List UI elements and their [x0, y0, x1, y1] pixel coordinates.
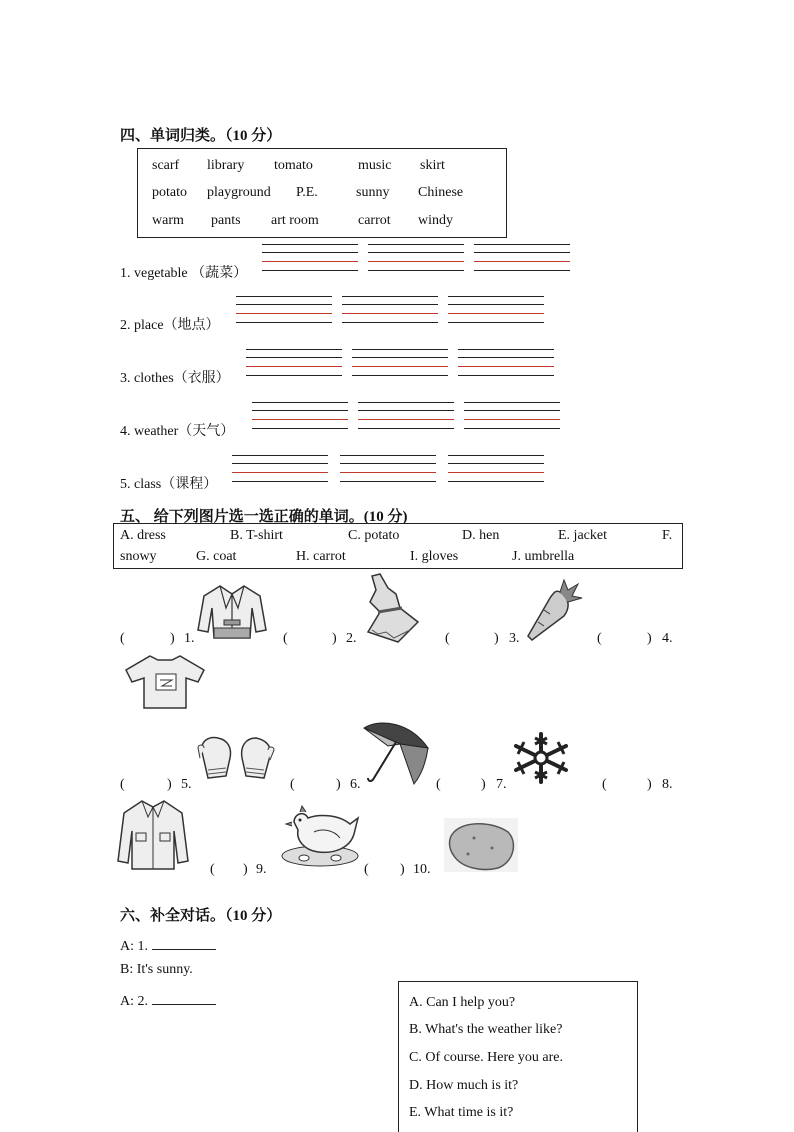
paren-close: ) — [167, 777, 172, 792]
paren-close: ) — [332, 631, 337, 646]
word: P.E. — [296, 185, 318, 200]
item-number: 1. — [184, 631, 195, 646]
section6-title: 六、补全对话。（10 分） — [120, 908, 282, 924]
dialog-line-3: A: 2. — [120, 990, 216, 1010]
dialog-line-1: A: 1. — [120, 935, 216, 955]
item-number: 6. — [350, 777, 361, 792]
paren-open: ( — [436, 777, 441, 792]
category-weather: 4. weather（天气） — [120, 424, 235, 439]
word: library — [207, 158, 245, 173]
option: F. — [662, 528, 673, 543]
category-vegetable: 1. vegetable （蔬菜） — [120, 266, 248, 281]
section4-title: 四、单词归类。（10 分） — [120, 128, 282, 144]
category-place: 2. place（地点） — [120, 318, 220, 333]
coat-icon — [196, 582, 268, 640]
paren-close: ) — [243, 862, 248, 877]
writing-lines[interactable] — [464, 402, 560, 428]
writing-lines[interactable] — [342, 296, 438, 322]
writing-lines[interactable] — [448, 455, 544, 481]
writing-lines[interactable] — [262, 244, 358, 270]
writing-lines[interactable] — [252, 402, 348, 428]
potato-icon — [444, 818, 518, 872]
item-number: 5. — [181, 777, 192, 792]
t-shirt-icon — [122, 652, 208, 710]
option: J. umbrella — [512, 549, 575, 564]
word: windy — [418, 213, 453, 228]
item-number: 3. — [509, 631, 520, 646]
word: carrot — [358, 213, 391, 228]
snowflake-icon — [510, 730, 572, 786]
option: D. hen — [462, 528, 500, 543]
word: music — [358, 158, 392, 173]
option: A. dress — [120, 528, 166, 543]
word: potato — [152, 185, 187, 200]
choice: E. What time is it? — [409, 1105, 514, 1120]
paren-close: ) — [336, 777, 341, 792]
choice: C. Of course. Here you are. — [409, 1050, 563, 1065]
word: tomato — [274, 158, 313, 173]
answer-blank[interactable] — [152, 990, 216, 1005]
dialog-line-2: B: It's sunny. — [120, 962, 193, 977]
category-class: 5. class（课程） — [120, 477, 218, 492]
writing-lines[interactable] — [358, 402, 454, 428]
writing-lines[interactable] — [352, 349, 448, 375]
options-box — [113, 523, 683, 569]
paren-close: ) — [647, 777, 652, 792]
word: Chinese — [418, 185, 464, 200]
item-number: 2. — [346, 631, 357, 646]
paren-close: ) — [494, 631, 499, 646]
hen-icon — [278, 800, 364, 868]
paren-open: ( — [283, 631, 288, 646]
option: B. T-shirt — [230, 528, 283, 543]
paren-close: ) — [400, 862, 405, 877]
item-number: 4. — [662, 631, 673, 646]
writing-lines[interactable] — [368, 244, 464, 270]
carrot-icon — [524, 576, 584, 642]
gloves-icon — [196, 734, 276, 782]
answer-blank[interactable] — [152, 935, 216, 950]
writing-lines[interactable] — [232, 455, 328, 481]
paren-close: ) — [481, 777, 486, 792]
item-number: 8. — [662, 777, 673, 792]
choice: B. What's the weather like? — [409, 1022, 563, 1037]
paren-open: ( — [445, 631, 450, 646]
paren-open: ( — [210, 862, 215, 877]
paren-open: ( — [602, 777, 607, 792]
jacket-icon — [116, 797, 190, 873]
paren-open: ( — [364, 862, 369, 877]
choices-box — [398, 981, 638, 1132]
writing-lines[interactable] — [448, 296, 544, 322]
word: playground — [207, 185, 271, 200]
word: art room — [271, 213, 319, 228]
choice: A. Can I help you? — [409, 995, 516, 1010]
umbrella-icon — [360, 718, 432, 788]
option: G. coat — [196, 549, 237, 564]
option: C. potato — [348, 528, 400, 543]
word: sunny — [356, 185, 390, 200]
word: scarf — [152, 158, 180, 173]
writing-lines[interactable] — [246, 349, 342, 375]
writing-lines[interactable] — [236, 296, 332, 322]
writing-lines[interactable] — [474, 244, 570, 270]
paren-close: ) — [647, 631, 652, 646]
section5-title: 五、 给下列图片选一选正确的单词。(10 分) — [120, 509, 408, 525]
word-bank-box — [137, 148, 507, 238]
paren-open: ( — [120, 777, 125, 792]
item-number: 7. — [496, 777, 507, 792]
option: I. gloves — [410, 549, 459, 564]
category-clothes: 3. clothes（衣服） — [120, 371, 230, 386]
paren-open: ( — [597, 631, 602, 646]
item-number: 10. — [413, 862, 431, 877]
word: skirt — [420, 158, 445, 173]
item-number: 9. — [256, 862, 267, 877]
writing-lines[interactable] — [458, 349, 554, 375]
dress-icon — [358, 572, 424, 644]
word: pants — [211, 213, 241, 228]
option: snowy — [120, 549, 157, 564]
word: warm — [152, 213, 184, 228]
choice: D. How much is it? — [409, 1078, 519, 1093]
paren-open: ( — [290, 777, 295, 792]
option: H. carrot — [296, 549, 346, 564]
writing-lines[interactable] — [340, 455, 436, 481]
paren-close: ) — [170, 631, 175, 646]
paren-open: ( — [120, 631, 125, 646]
option: E. jacket — [558, 528, 607, 543]
